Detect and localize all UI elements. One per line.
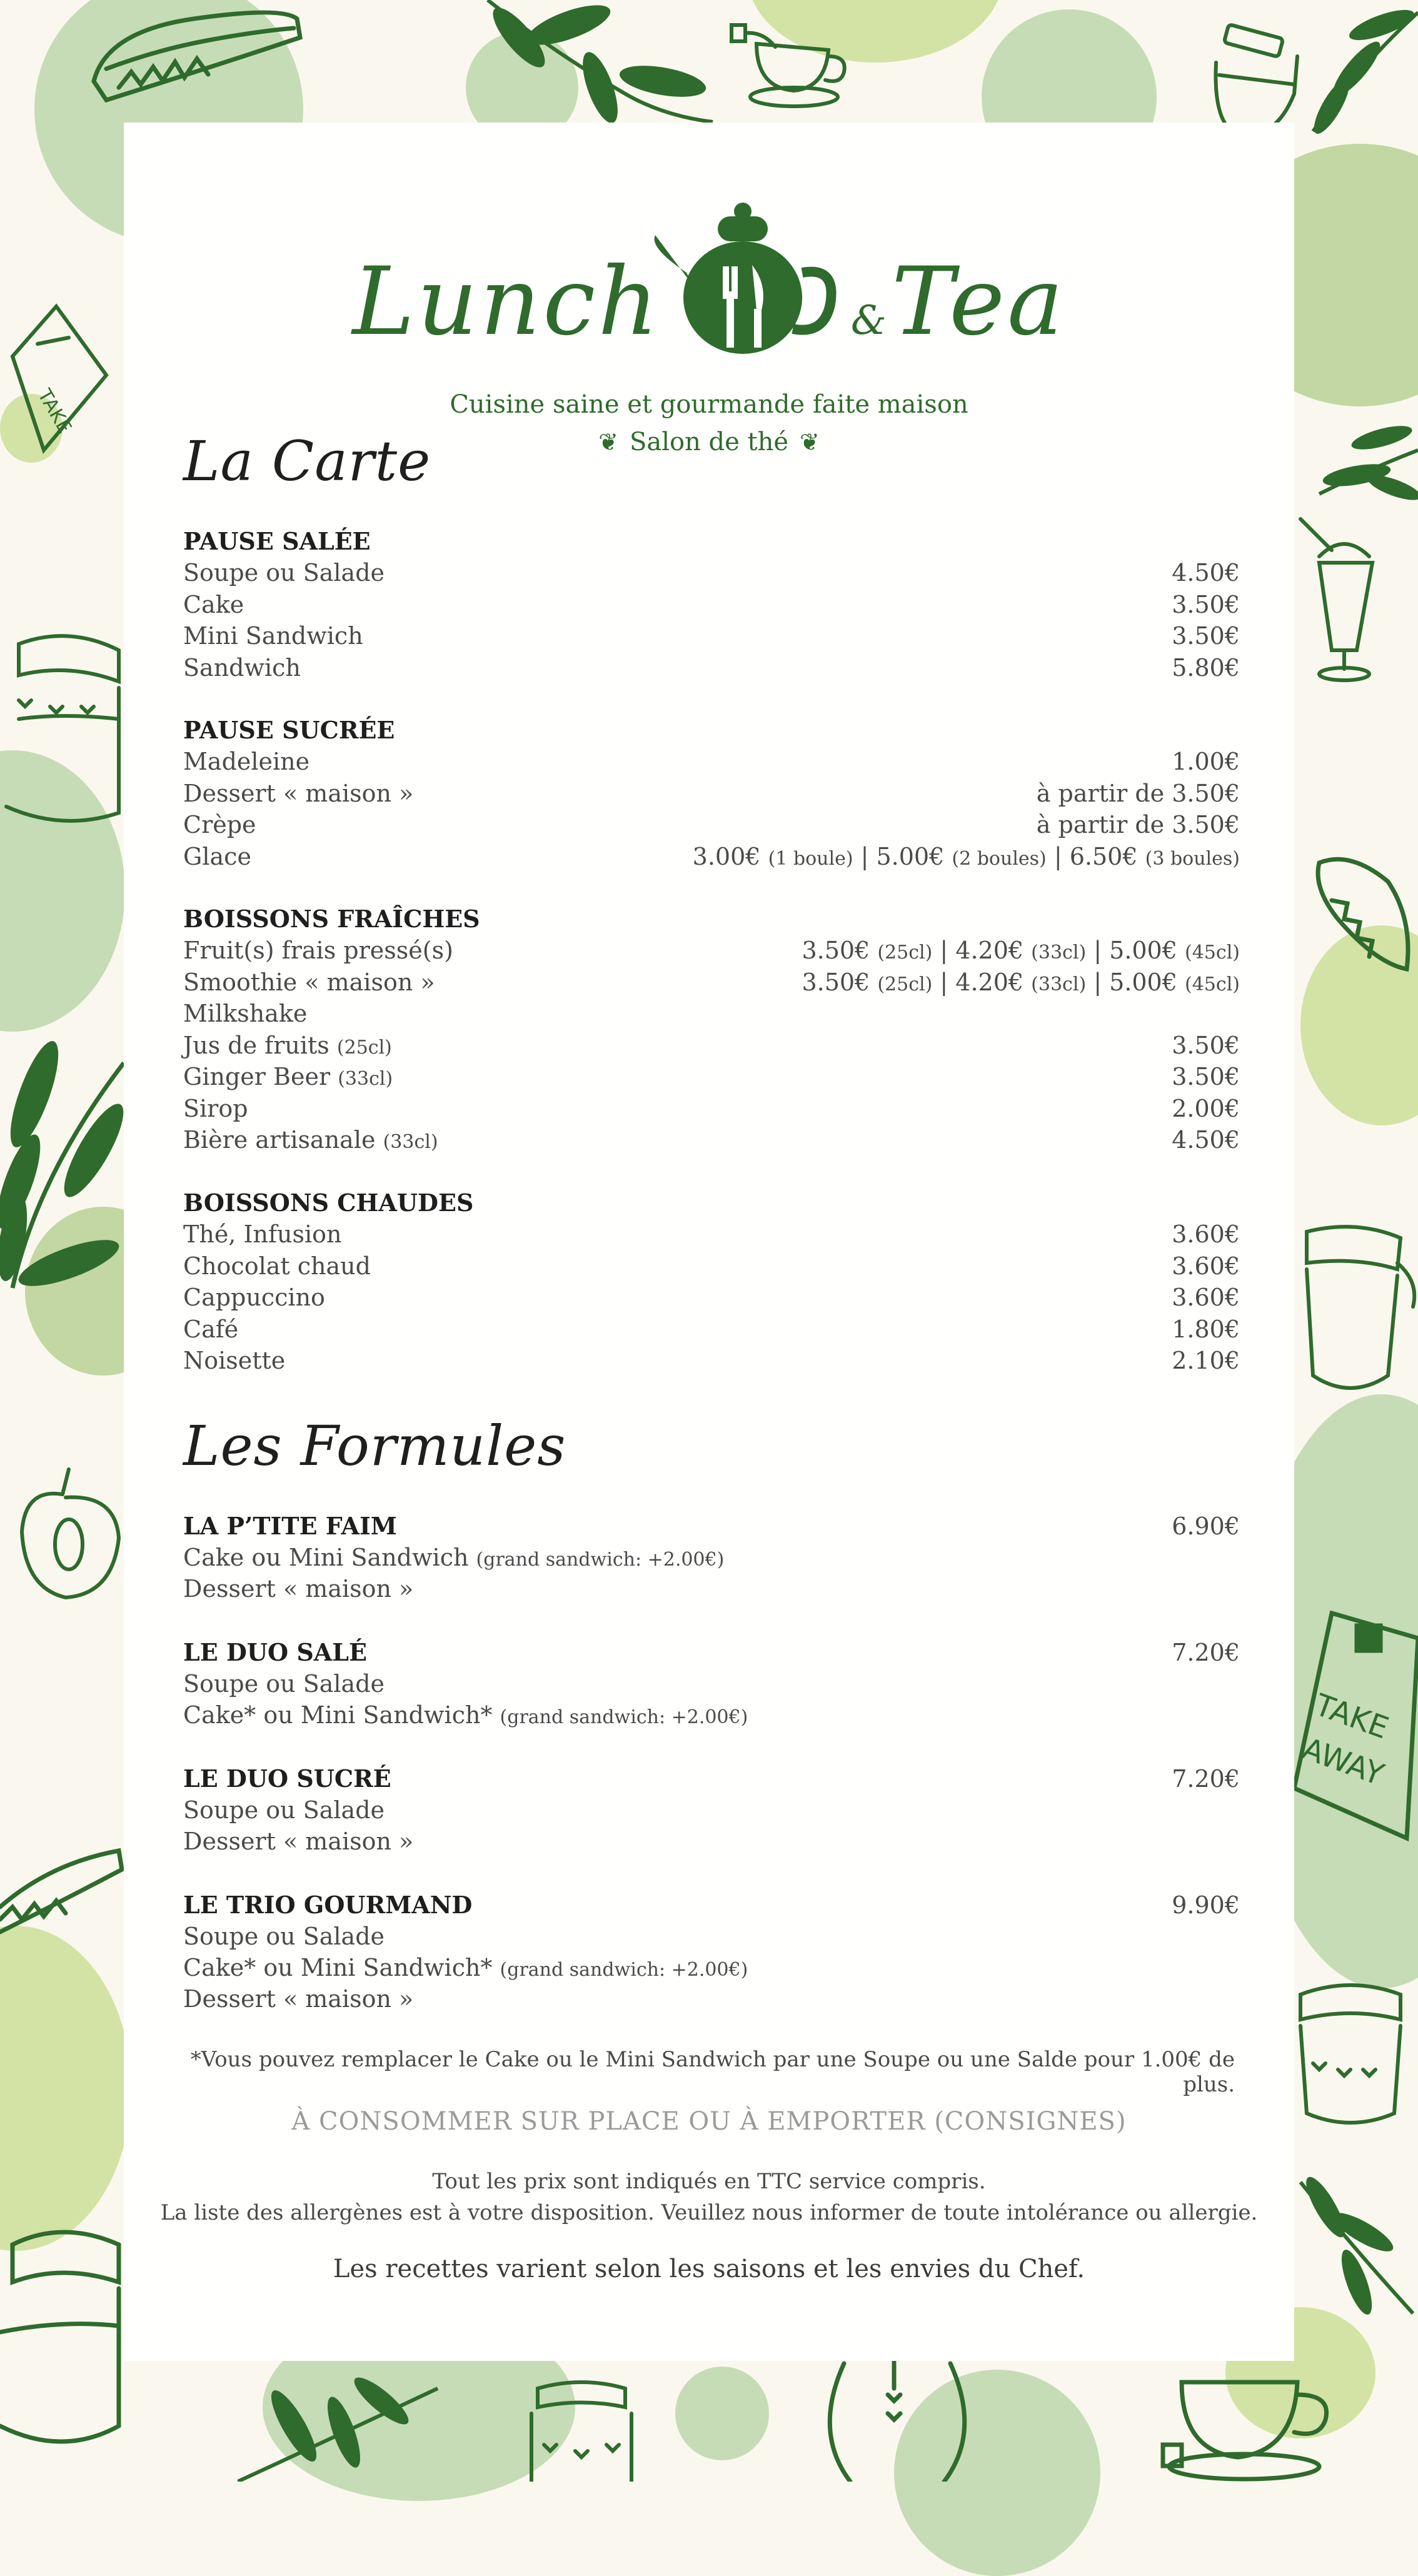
menu-item: Madeleine 1.00€: [183, 748, 1240, 775]
svg-text:TAKE: TAKE: [33, 385, 76, 438]
menu-item: Soupe ou Salade 4.50€: [183, 559, 1240, 586]
recipes-notice: Les recettes varient selon les saisons et les envies du Chef.: [333, 2255, 1085, 2283]
formule-price: 7.20€: [1172, 1639, 1240, 1666]
jar-icon: [0, 625, 125, 838]
carte-heading: La Carte: [183, 429, 431, 493]
menu-item: Noisette 2.10€: [183, 1347, 1240, 1374]
formule-price: 9.90€: [1172, 1891, 1240, 1919]
formule-ptite-faim: [183, 1511, 1240, 1604]
branch-icon: [1288, 2170, 1418, 2326]
section-title: PAUSE SALÉE: [183, 527, 371, 555]
apple-icon: [813, 2357, 975, 2482]
svg-text:TAKE: TAKE: [1310, 1687, 1394, 1746]
formule-trio-gourmand: [183, 1889, 1240, 2015]
menu-item: Cake 3.50€: [183, 590, 1240, 618]
formule-title: LA P’TITE FAIM: [183, 1512, 397, 1540]
menu-item: Cappuccino 3.60€: [183, 1284, 1240, 1311]
teacup-icon: [1157, 2351, 1344, 2482]
section-pause-salee: [183, 526, 1240, 683]
formule-title: LE DUO SALÉ: [183, 1638, 367, 1666]
logo-word-tea: Tea: [891, 248, 1066, 356]
section-boissons-chaudes: [183, 1187, 1240, 1377]
branch-icon: [238, 2363, 444, 2482]
menu-item: Sirop 2.00€: [183, 1094, 1240, 1122]
logo-ampersand: &: [850, 298, 889, 344]
branch-icon: [0, 1025, 124, 1313]
section-title: BOISSONS CHAUDES: [183, 1189, 474, 1217]
sandwich-icon: [1300, 844, 1418, 1007]
menu-item: Chocolat chaud 3.60€: [183, 1252, 1240, 1280]
menu-item: Café 1.80€: [183, 1315, 1240, 1343]
formule-line: Cake ou Mini Sandwich (grand sandwich: +2.00€): [183, 1544, 725, 1571]
menu-item: Dessert « maison » à partir de 3.50€: [183, 779, 1240, 807]
salon-label: Salon de thé: [629, 428, 789, 456]
teacup-icon: [725, 13, 850, 113]
menu-item: Crèpe à partir de 3.50€: [183, 811, 1240, 838]
formule-title: LE DUO SUCRÉ: [183, 1764, 391, 1793]
menu-item: Milkshake: [183, 1000, 308, 1027]
substitution-note: *Vous pouvez remplacer le Cake ou le Mini Sandwich par une Soupe ou une Salde pour 1.00€ de plus.: [190, 2047, 1235, 2097]
formule-duo-sale: [183, 1637, 1240, 1731]
formule-duo-sucre: [183, 1763, 1240, 1857]
menu-item: Thé, Infusion 3.60€: [183, 1220, 1240, 1248]
jar-icon: [1294, 1219, 1418, 1432]
section-pause-sucree: [183, 715, 1240, 872]
milkshake-icon: [1294, 513, 1394, 688]
menu-item: Glace 3.00€ (1 boule) | 5.00€ (2 boules) | 6.50€ (3 boules): [183, 842, 1240, 870]
formules-heading: Les Formules: [183, 1414, 566, 1478]
allergen-notice: La liste des allergènes est à votre disposition. Veuillez nous informer de toute intolérance ou allergie.: [160, 2200, 1258, 2225]
menu-card: [124, 123, 1294, 2361]
formule-line: Cake* ou Mini Sandwich* (grand sandwich: +2.00€): [183, 1954, 748, 1981]
consume-notice: À CONSOMMER SUR PLACE OU À EMPORTER (CONSIGNES): [291, 2107, 1127, 2136]
section-title: BOISSONS FRAÎCHES: [183, 905, 480, 933]
menu-item: Jus de fruits (25cl) 3.50€: [183, 1031, 1240, 1059]
formule-price: 7.20€: [1172, 1765, 1240, 1793]
leaf-icon: ❦: [598, 428, 618, 456]
branch-icon: [1275, 0, 1418, 144]
jar-icon: [519, 2376, 644, 2482]
formule-line: Cake* ou Mini Sandwich* (grand sandwich: +2.00€): [183, 1701, 748, 1729]
take-away-bag-icon: [0, 300, 113, 475]
leaf-icon: ❦: [800, 428, 820, 456]
sandwich-icon: [0, 1826, 125, 1976]
jar-icon: [1288, 1976, 1418, 2138]
branch-icon: [1307, 413, 1418, 513]
formule-title: LE TRIO GOURMAND: [183, 1891, 473, 1919]
formule-price: 6.90€: [1172, 1512, 1240, 1540]
section-boissons-fraiches: [183, 903, 1240, 1156]
branch-icon: [475, 0, 725, 125]
section-title: PAUSE SUCRÉE: [183, 716, 395, 744]
sandwich-icon: [81, 0, 313, 119]
ttc-notice-line1: Tout les prix sont indiqués en TTC service compris.: [432, 2169, 986, 2194]
tagline: Cuisine saine et gourmande faite maison: [450, 390, 968, 419]
menu-item: Sandwich 5.80€: [183, 653, 1240, 682]
menu-item: Fruit(s) frais pressé(s) 3.50€ (25cl) | 4.20€ (33cl) | 5.00€ (45cl): [183, 937, 1240, 964]
jar-icon: [0, 2220, 125, 2482]
formule-line: Soupe ou Salade: [183, 1923, 385, 1950]
logo-word-lunch: Lunch: [352, 248, 661, 356]
formule-line: Soupe ou Salade: [183, 1796, 385, 1824]
background-circle: [675, 2367, 769, 2460]
formule-line: Dessert « maison »: [183, 1828, 414, 1855]
logo-wordmark: [124, 248, 1294, 356]
svg-text:AWAY: AWAY: [1297, 1731, 1389, 1793]
take-away-bag-icon: [1288, 1601, 1418, 1851]
formule-line: Dessert « maison »: [183, 1575, 414, 1602]
formule-line: Soupe ou Salade: [183, 1670, 385, 1698]
apple-icon: [13, 1463, 125, 1607]
menu-item: Bière artisanale (33cl) 4.50€: [183, 1126, 1240, 1154]
menu-item: Ginger Beer (33cl) 3.50€: [183, 1063, 1240, 1090]
menu-item: Smoothie « maison » 3.50€ (25cl) | 4.20€ (33cl) | 5.00€ (45cl): [183, 968, 1240, 996]
menu-item: Mini Sandwich 3.50€: [183, 622, 1240, 650]
formule-line: Dessert « maison »: [183, 1985, 414, 2013]
